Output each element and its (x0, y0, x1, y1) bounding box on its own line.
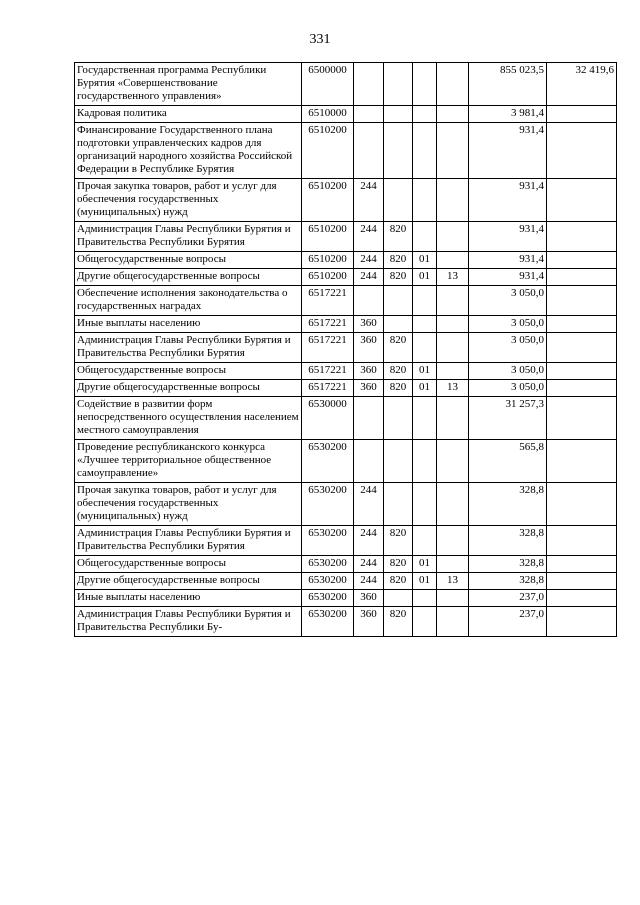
cell-expense-type: 244 (354, 556, 384, 573)
cell-name: Иные выплаты населению (75, 316, 302, 333)
cell-amount: 3 050,0 (469, 363, 547, 380)
cell-subsection (437, 222, 469, 252)
cell-amount-extra (547, 440, 617, 483)
cell-amount-extra (547, 397, 617, 440)
cell-expense-type: 244 (354, 269, 384, 286)
table-row (75, 363, 617, 380)
cell-target-article: 6517221 (302, 380, 354, 397)
cell-target-article: 6517221 (302, 363, 354, 380)
cell-target-article: 6510200 (302, 123, 354, 179)
cell-target-article: 6517221 (302, 286, 354, 316)
cell-amount: 931,4 (469, 269, 547, 286)
cell-name: Другие общегосударственные вопросы (75, 380, 302, 397)
budget-table (74, 62, 617, 637)
table-row (75, 556, 617, 573)
cell-subsection (437, 483, 469, 526)
cell-amount: 931,4 (469, 179, 547, 222)
cell-department: 820 (384, 252, 413, 269)
cell-department (384, 286, 413, 316)
cell-expense-type: 360 (354, 316, 384, 333)
cell-department (384, 123, 413, 179)
table-row (75, 252, 617, 269)
cell-amount: 328,8 (469, 483, 547, 526)
cell-amount: 31 257,3 (469, 397, 547, 440)
cell-target-article: 6517221 (302, 316, 354, 333)
cell-subsection (437, 397, 469, 440)
cell-subsection (437, 333, 469, 363)
cell-target-article: 6510200 (302, 222, 354, 252)
cell-subsection (437, 363, 469, 380)
cell-subsection (437, 123, 469, 179)
cell-section (413, 607, 437, 637)
cell-expense-type: 360 (354, 363, 384, 380)
cell-subsection (437, 179, 469, 222)
cell-subsection (437, 607, 469, 637)
cell-amount-extra (547, 252, 617, 269)
table-row (75, 440, 617, 483)
cell-name: Обеспечение исполнения законодательства о государственных наградах (75, 286, 302, 316)
cell-section (413, 222, 437, 252)
cell-target-article: 6530200 (302, 590, 354, 607)
table-row (75, 397, 617, 440)
cell-section (413, 286, 437, 316)
cell-expense-type: 360 (354, 590, 384, 607)
cell-department: 820 (384, 556, 413, 573)
cell-amount: 565,8 (469, 440, 547, 483)
cell-name: Администрация Главы Республики Бурятия и Правительства Республики Бурятия (75, 526, 302, 556)
cell-target-article: 6530000 (302, 397, 354, 440)
cell-section (413, 440, 437, 483)
cell-department (384, 106, 413, 123)
cell-target-article: 6530200 (302, 483, 354, 526)
cell-name: Общегосударственные вопросы (75, 252, 302, 269)
table-row (75, 222, 617, 252)
cell-amount-extra (547, 483, 617, 526)
cell-amount-extra (547, 179, 617, 222)
table-row (75, 590, 617, 607)
table-row (75, 106, 617, 123)
cell-department (384, 179, 413, 222)
cell-amount-extra (547, 380, 617, 397)
cell-name: Прочая закупка товаров, работ и услуг для обеспечения государственных (муниципальных) нужд (75, 483, 302, 526)
cell-section (413, 106, 437, 123)
cell-section: 01 (413, 556, 437, 573)
cell-amount: 855 023,5 (469, 63, 547, 106)
cell-expense-type: 360 (354, 380, 384, 397)
cell-subsection (437, 556, 469, 573)
cell-department: 820 (384, 363, 413, 380)
cell-amount-extra (547, 106, 617, 123)
cell-name: Финансирование Государственного плана подготовки управленческих кадров для организаций народного хозяйства Российской Федерации в Республике Бурятия (75, 123, 302, 179)
table-row (75, 286, 617, 316)
cell-department: 820 (384, 380, 413, 397)
cell-name: Другие общегосударственные вопросы (75, 269, 302, 286)
cell-target-article: 6510200 (302, 252, 354, 269)
cell-department (384, 590, 413, 607)
cell-expense-type (354, 286, 384, 316)
table-row (75, 607, 617, 637)
cell-subsection (437, 590, 469, 607)
cell-amount-extra (547, 590, 617, 607)
cell-expense-type (354, 440, 384, 483)
cell-subsection: 13 (437, 380, 469, 397)
cell-amount-extra (547, 333, 617, 363)
cell-expense-type (354, 63, 384, 106)
table-row (75, 123, 617, 179)
cell-amount-extra (547, 316, 617, 333)
cell-amount: 3 050,0 (469, 380, 547, 397)
cell-amount: 328,8 (469, 526, 547, 556)
cell-expense-type (354, 123, 384, 179)
cell-subsection (437, 63, 469, 106)
cell-name: Администрация Главы Республики Бурятия и Правительства Республики Бурятия (75, 333, 302, 363)
cell-section: 01 (413, 252, 437, 269)
cell-section: 01 (413, 573, 437, 590)
table-row (75, 526, 617, 556)
cell-amount-extra (547, 123, 617, 179)
cell-amount: 237,0 (469, 590, 547, 607)
cell-section (413, 590, 437, 607)
cell-target-article: 6510200 (302, 179, 354, 222)
table-row (75, 483, 617, 526)
cell-amount: 3 981,4 (469, 106, 547, 123)
cell-name: Проведение республиканского конкурса «Лучшее территориальное общественное самоуправление» (75, 440, 302, 483)
page-number: 331 (309, 32, 331, 47)
cell-department (384, 63, 413, 106)
cell-subsection (437, 106, 469, 123)
cell-amount: 931,4 (469, 222, 547, 252)
cell-amount: 3 050,0 (469, 316, 547, 333)
cell-amount: 3 050,0 (469, 286, 547, 316)
cell-subsection (437, 440, 469, 483)
cell-expense-type: 244 (354, 483, 384, 526)
cell-target-article: 6530200 (302, 556, 354, 573)
table-row (75, 179, 617, 222)
cell-department (384, 397, 413, 440)
cell-name: Администрация Главы Республики Бурятия и Правительства Республики Бу- (75, 607, 302, 637)
cell-amount: 328,8 (469, 573, 547, 590)
cell-amount-extra (547, 526, 617, 556)
cell-subsection (437, 316, 469, 333)
cell-amount-extra (547, 607, 617, 637)
cell-expense-type: 244 (354, 179, 384, 222)
cell-amount-extra (547, 363, 617, 380)
cell-expense-type: 244 (354, 252, 384, 269)
cell-section: 01 (413, 380, 437, 397)
cell-target-article: 6530200 (302, 526, 354, 556)
cell-expense-type: 360 (354, 607, 384, 637)
table-row (75, 333, 617, 363)
cell-section (413, 483, 437, 526)
cell-expense-type: 244 (354, 526, 384, 556)
cell-name: Общегосударственные вопросы (75, 556, 302, 573)
cell-department: 820 (384, 333, 413, 363)
cell-section (413, 63, 437, 106)
cell-expense-type: 244 (354, 222, 384, 252)
table-row (75, 380, 617, 397)
table-row (75, 316, 617, 333)
cell-amount-extra (547, 556, 617, 573)
cell-name: Иные выплаты населению (75, 590, 302, 607)
cell-expense-type: 360 (354, 333, 384, 363)
cell-amount: 328,8 (469, 556, 547, 573)
cell-subsection (437, 286, 469, 316)
cell-amount-extra (547, 286, 617, 316)
cell-subsection: 13 (437, 269, 469, 286)
cell-section (413, 179, 437, 222)
cell-section (413, 333, 437, 363)
cell-department: 820 (384, 573, 413, 590)
cell-department (384, 440, 413, 483)
cell-subsection (437, 526, 469, 556)
cell-section: 01 (413, 269, 437, 286)
cell-amount-extra (547, 222, 617, 252)
table-row (75, 573, 617, 590)
cell-expense-type (354, 397, 384, 440)
cell-section (413, 123, 437, 179)
cell-expense-type: 244 (354, 573, 384, 590)
table-row (75, 63, 617, 106)
cell-name: Прочая закупка товаров, работ и услуг для обеспечения государственных (муниципальных) нужд (75, 179, 302, 222)
cell-expense-type (354, 106, 384, 123)
cell-amount: 931,4 (469, 123, 547, 179)
cell-target-article: 6517221 (302, 333, 354, 363)
cell-department (384, 483, 413, 526)
cell-target-article: 6510200 (302, 269, 354, 286)
cell-section (413, 316, 437, 333)
cell-department: 820 (384, 269, 413, 286)
cell-amount: 3 050,0 (469, 333, 547, 363)
cell-target-article: 6500000 (302, 63, 354, 106)
cell-section: 01 (413, 363, 437, 380)
cell-name: Кадровая политика (75, 106, 302, 123)
cell-name: Содействие в развитии форм непосредственного осуществления населением местного самоуправления (75, 397, 302, 440)
cell-amount-extra: 32 419,6 (547, 63, 617, 106)
cell-amount: 237,0 (469, 607, 547, 637)
cell-amount-extra (547, 573, 617, 590)
cell-target-article: 6530200 (302, 440, 354, 483)
cell-department: 820 (384, 607, 413, 637)
table-body (75, 63, 617, 637)
cell-department (384, 316, 413, 333)
cell-section (413, 397, 437, 440)
cell-amount-extra (547, 269, 617, 286)
cell-name: Общегосударственные вопросы (75, 363, 302, 380)
cell-department: 820 (384, 526, 413, 556)
cell-subsection: 13 (437, 573, 469, 590)
cell-name: Другие общегосударственные вопросы (75, 573, 302, 590)
cell-amount: 931,4 (469, 252, 547, 269)
cell-name: Администрация Главы Республики Бурятия и Правительства Республики Бурятия (75, 222, 302, 252)
cell-subsection (437, 252, 469, 269)
cell-department: 820 (384, 222, 413, 252)
table-row (75, 269, 617, 286)
cell-target-article: 6510000 (302, 106, 354, 123)
cell-target-article: 6530200 (302, 607, 354, 637)
cell-name: Государственная программа Республики Бурятия «Совершенствование государственного управления» (75, 63, 302, 106)
cell-target-article: 6530200 (302, 573, 354, 590)
cell-section (413, 526, 437, 556)
